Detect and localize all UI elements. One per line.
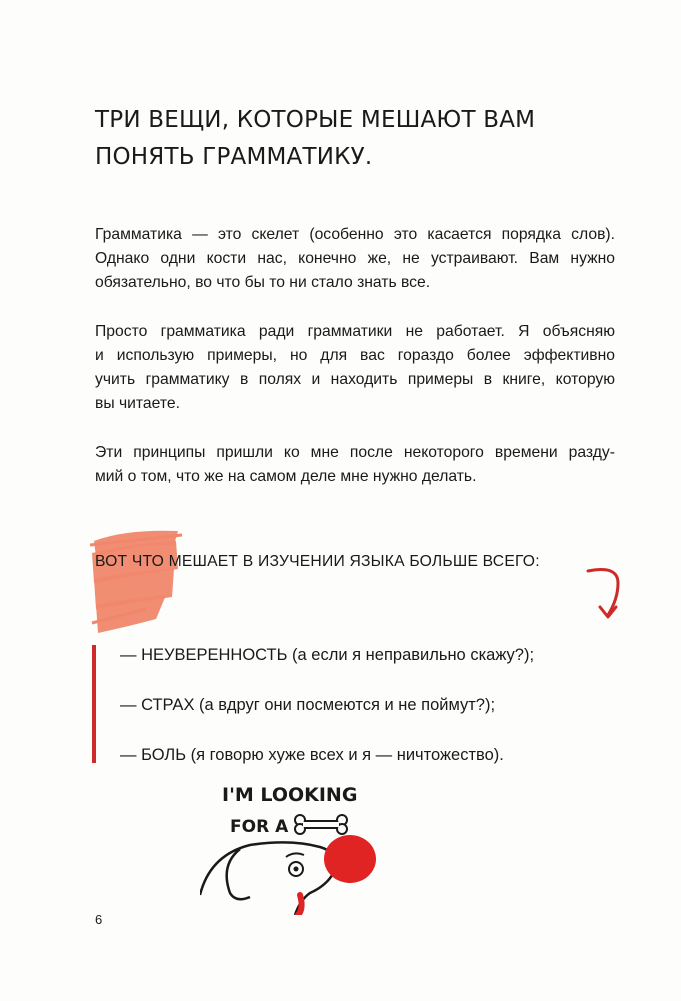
accent-bar <box>92 645 96 763</box>
dog-head <box>200 835 376 915</box>
title-line-1: ТРИ ВЕЩИ, КОТОРЫЕ МЕШАЮТ ВАМ <box>95 107 536 133</box>
callout-heading: ВОТ ЧТО МЕШАЕТ В ИЗУЧЕНИИ ЯЗЫКА БОЛЬШЕ ВСЕГО: <box>95 553 540 570</box>
dog-illustration <box>200 775 380 915</box>
caption-line-1: I'M LOOKING <box>222 784 358 806</box>
bone-icon <box>295 815 347 834</box>
caption-line-2: FOR A <box>230 817 289 837</box>
paragraph-2 <box>95 320 615 416</box>
paragraph-line: Эти принципы пришли ко мне после некоторого времени разду- <box>95 444 615 461</box>
list-item: — СТРАХ (а вдруг они посмеются и не поймут?); <box>120 696 496 714</box>
paragraph-line: и использую примеры, но для вас гораздо более эффективно <box>95 347 615 364</box>
paragraph-line: Просто грамматика ради грамматики не работает. Я объясняю <box>95 323 615 340</box>
brush-highlight <box>86 523 186 635</box>
paragraph-line: учить грамматику в полях и находить примеры в книге, которую <box>95 371 615 388</box>
list-item: — БОЛЬ (я говорю хуже всех и я — ничтожество). <box>120 746 504 764</box>
curved-arrow-icon <box>578 565 626 627</box>
paragraph-line: обязательно, во что бы то ни стало знать все. <box>95 274 431 291</box>
paragraph-3 <box>95 441 615 489</box>
paragraph-line: вы читаете. <box>95 395 180 412</box>
list-item: — НЕУВЕРЕННОСТЬ (а если я неправильно скажу?); <box>120 646 535 664</box>
paragraph-line: Грамматика — это скелет (особенно это касается порядка слов). <box>95 226 615 243</box>
paragraph-1 <box>95 223 615 295</box>
page-number: 6 <box>95 912 103 927</box>
title-line-2: ПОНЯТЬ ГРАММАТИКУ. <box>95 144 373 170</box>
obstacles-list <box>120 642 534 792</box>
paragraph-line: Однако одни кости нас, конечно же, не устраивают. Вам нужно <box>95 250 615 267</box>
paragraph-line: мий о том, что же на самом деле мне нужно делать. <box>95 468 477 485</box>
chapter-title <box>95 102 595 176</box>
